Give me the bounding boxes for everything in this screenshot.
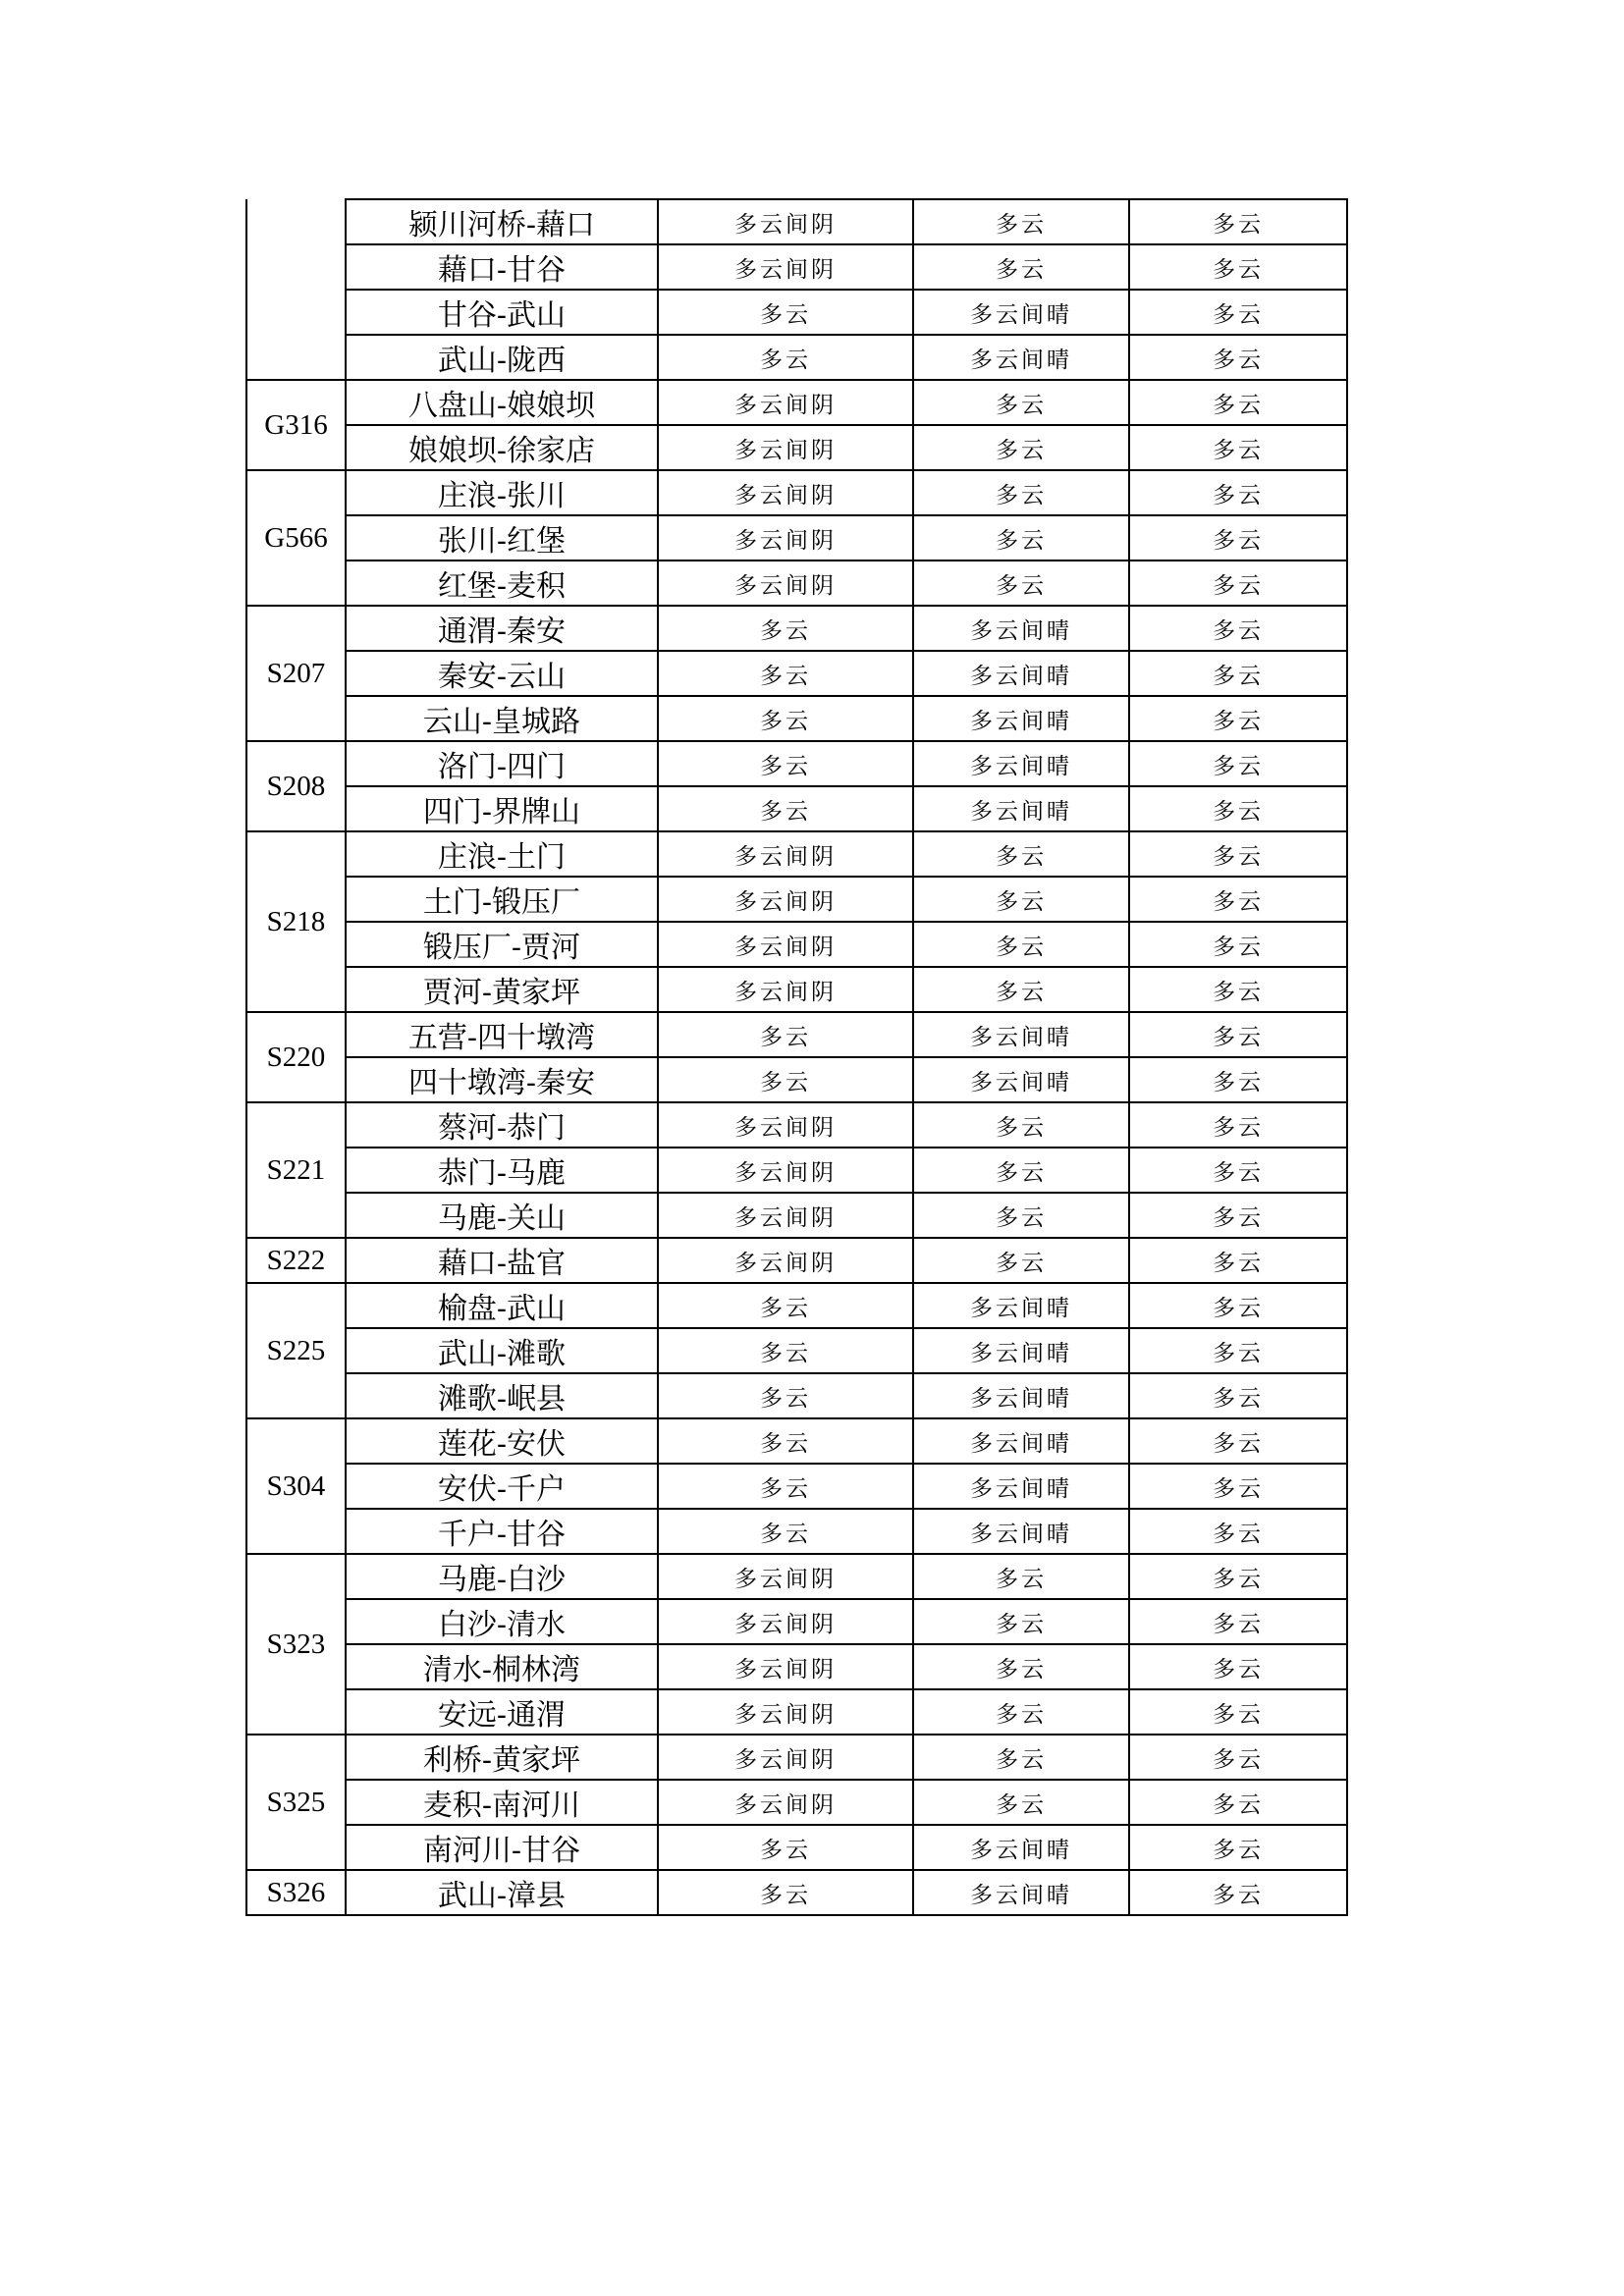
weather-day1-cell: 多云 [658,741,913,786]
weather-day3-cell: 多云 [1129,1780,1347,1825]
weather-day2-cell: 多云间晴 [913,1825,1129,1870]
weather-day3-cell: 多云 [1129,1554,1347,1599]
weather-day2-cell: 多云 [913,244,1129,290]
table-row [246,1870,1347,1915]
weather-day3-cell: 多云 [1129,199,1347,244]
weather-day3-cell: 多云 [1129,606,1347,651]
table-row [246,199,1347,244]
table-row [246,831,1347,877]
road-segment-cell: 滩歌-岷县 [346,1373,658,1418]
road-segment-cell: 张川-红堡 [346,515,658,561]
road-code-cell: S208 [246,741,346,831]
weather-day1-cell: 多云间阴 [658,1102,913,1148]
weather-day1-cell: 多云间阴 [658,380,913,425]
weather-day3-cell: 多云 [1129,290,1347,335]
table-row [246,425,1347,470]
weather-day3-cell: 多云 [1129,1283,1347,1328]
table-row [246,380,1347,425]
weather-day2-cell: 多云 [913,380,1129,425]
weather-day3-cell: 多云 [1129,1148,1347,1193]
weather-day3-cell: 多云 [1129,1735,1347,1780]
table-row [246,244,1347,290]
weather-day1-cell: 多云 [658,290,913,335]
road-code-cell: S207 [246,606,346,741]
weather-day2-cell: 多云间晴 [913,335,1129,380]
weather-day1-cell: 多云间阴 [658,922,913,967]
weather-day1-cell: 多云间阴 [658,1148,913,1193]
weather-day2-cell: 多云间晴 [913,696,1129,741]
road-segment-cell: 榆盘-武山 [346,1283,658,1328]
weather-day3-cell: 多云 [1129,1599,1347,1644]
table-row [246,470,1347,515]
road-segment-cell: 娘娘坝-徐家店 [346,425,658,470]
weather-day1-cell: 多云间阴 [658,515,913,561]
weather-day3-cell: 多云 [1129,1102,1347,1148]
road-segment-cell: 清水-桐林湾 [346,1644,658,1689]
table-row [246,1418,1347,1464]
weather-day2-cell: 多云间晴 [913,1283,1129,1328]
road-weather-forecast-table [245,198,1348,1916]
weather-day1-cell: 多云间阴 [658,1735,913,1780]
weather-day3-cell: 多云 [1129,1870,1347,1915]
weather-day1-cell: 多云间阴 [658,199,913,244]
road-segment-cell: 武山-滩歌 [346,1328,658,1373]
table-row [246,561,1347,606]
road-segment-cell: 藉口-盐官 [346,1238,658,1283]
road-segment-cell: 武山-陇西 [346,335,658,380]
road-segment-cell: 武山-漳县 [346,1870,658,1915]
weather-day1-cell: 多云间阴 [658,425,913,470]
weather-day2-cell: 多云 [913,1689,1129,1735]
table-row [246,786,1347,831]
weather-day2-cell: 多云 [913,1102,1129,1148]
table-row [246,1644,1347,1689]
table-row [246,922,1347,967]
weather-day3-cell: 多云 [1129,1825,1347,1870]
road-code-cell: G566 [246,470,346,606]
weather-day2-cell: 多云 [913,1554,1129,1599]
road-segment-cell: 藉口-甘谷 [346,244,658,290]
road-code-cell: S220 [246,1012,346,1102]
weather-day2-cell: 多云间晴 [913,1373,1129,1418]
weather-day3-cell: 多云 [1129,786,1347,831]
table-row [246,651,1347,696]
weather-day2-cell: 多云 [913,1238,1129,1283]
weather-day3-cell: 多云 [1129,1644,1347,1689]
weather-day1-cell: 多云 [658,696,913,741]
weather-day2-cell: 多云间晴 [913,651,1129,696]
weather-day3-cell: 多云 [1129,1328,1347,1373]
road-segment-cell: 庄浪-土门 [346,831,658,877]
weather-day3-cell: 多云 [1129,741,1347,786]
weather-day1-cell: 多云 [658,1283,913,1328]
table-row [246,290,1347,335]
road-code-cell: S323 [246,1554,346,1735]
weather-day2-cell: 多云 [913,1644,1129,1689]
weather-day3-cell: 多云 [1129,335,1347,380]
weather-day1-cell: 多云 [658,1418,913,1464]
weather-day2-cell: 多云间晴 [913,786,1129,831]
weather-day1-cell: 多云 [658,1509,913,1554]
table-row [246,1193,1347,1238]
road-segment-cell: 通渭-秦安 [346,606,658,651]
weather-day3-cell: 多云 [1129,1373,1347,1418]
road-segment-cell: 庄浪-张川 [346,470,658,515]
road-segment-cell: 颍川河桥-藉口 [346,199,658,244]
weather-day3-cell: 多云 [1129,1057,1347,1102]
road-segment-cell: 安伏-千户 [346,1464,658,1509]
road-code-cell: G316 [246,380,346,470]
weather-day2-cell: 多云 [913,1599,1129,1644]
road-segment-cell: 白沙-清水 [346,1599,658,1644]
road-segment-cell: 五营-四十墩湾 [346,1012,658,1057]
table-row [246,1373,1347,1418]
table-row [246,1825,1347,1870]
weather-day2-cell: 多云间晴 [913,606,1129,651]
weather-day2-cell: 多云 [913,922,1129,967]
weather-day2-cell: 多云 [913,515,1129,561]
weather-day2-cell: 多云间晴 [913,1870,1129,1915]
weather-day2-cell: 多云间晴 [913,290,1129,335]
table-row [246,1012,1347,1057]
road-segment-cell: 利桥-黄家坪 [346,1735,658,1780]
weather-day1-cell: 多云间阴 [658,967,913,1012]
weather-day2-cell: 多云 [913,470,1129,515]
weather-day3-cell: 多云 [1129,470,1347,515]
weather-day1-cell: 多云 [658,1012,913,1057]
weather-day1-cell: 多云 [658,335,913,380]
road-segment-cell: 马鹿-关山 [346,1193,658,1238]
weather-day3-cell: 多云 [1129,561,1347,606]
table-row [246,877,1347,922]
weather-day1-cell: 多云 [658,1373,913,1418]
road-segment-cell: 锻压厂-贾河 [346,922,658,967]
road-segment-cell: 红堡-麦积 [346,561,658,606]
table-row [246,1509,1347,1554]
weather-day3-cell: 多云 [1129,967,1347,1012]
road-segment-cell: 土门-锻压厂 [346,877,658,922]
weather-day1-cell: 多云 [658,1328,913,1373]
road-segment-cell: 恭门-马鹿 [346,1148,658,1193]
table-row [246,967,1347,1012]
table-row [246,1554,1347,1599]
weather-day2-cell: 多云 [913,1148,1129,1193]
weather-day2-cell: 多云 [913,1193,1129,1238]
road-code-cell: S326 [246,1870,346,1915]
weather-day1-cell: 多云 [658,786,913,831]
weather-day3-cell: 多云 [1129,877,1347,922]
weather-day2-cell: 多云 [913,425,1129,470]
weather-day1-cell: 多云 [658,651,913,696]
weather-day1-cell: 多云间阴 [658,1689,913,1735]
road-segment-cell: 甘谷-武山 [346,290,658,335]
weather-day3-cell: 多云 [1129,1464,1347,1509]
weather-day3-cell: 多云 [1129,244,1347,290]
weather-day2-cell: 多云 [913,561,1129,606]
table-row [246,1735,1347,1780]
table-row [246,335,1347,380]
table-row [246,741,1347,786]
road-segment-cell: 蔡河-恭门 [346,1102,658,1148]
table-row [246,1102,1347,1148]
table-row [246,1238,1347,1283]
table-row [246,1283,1347,1328]
weather-day1-cell: 多云间阴 [658,1599,913,1644]
table-row [246,1689,1347,1735]
weather-day3-cell: 多云 [1129,1509,1347,1554]
table-row [246,1464,1347,1509]
weather-day3-cell: 多云 [1129,831,1347,877]
table-row [246,1148,1347,1193]
road-segment-cell: 千户-甘谷 [346,1509,658,1554]
forecast-table-body [246,199,1347,1915]
weather-day2-cell: 多云 [913,967,1129,1012]
table-row [246,1328,1347,1373]
table-row [246,1599,1347,1644]
weather-day3-cell: 多云 [1129,1418,1347,1464]
weather-day3-cell: 多云 [1129,1193,1347,1238]
weather-day2-cell: 多云 [913,1735,1129,1780]
weather-day2-cell: 多云间晴 [913,1328,1129,1373]
road-segment-cell: 洛门-四门 [346,741,658,786]
weather-day1-cell: 多云间阴 [658,1238,913,1283]
road-code-cell: S221 [246,1102,346,1238]
weather-day1-cell: 多云间阴 [658,877,913,922]
weather-day1-cell: 多云间阴 [658,1780,913,1825]
road-segment-cell: 南河川-甘谷 [346,1825,658,1870]
weather-day1-cell: 多云间阴 [658,561,913,606]
table-row [246,1780,1347,1825]
road-segment-cell: 秦安-云山 [346,651,658,696]
weather-day1-cell: 多云 [658,1057,913,1102]
weather-day1-cell: 多云 [658,606,913,651]
table-row [246,515,1347,561]
weather-day3-cell: 多云 [1129,651,1347,696]
weather-day1-cell: 多云间阴 [658,831,913,877]
weather-day3-cell: 多云 [1129,922,1347,967]
weather-day2-cell: 多云间晴 [913,1057,1129,1102]
weather-day2-cell: 多云间晴 [913,1012,1129,1057]
weather-day3-cell: 多云 [1129,425,1347,470]
weather-day1-cell: 多云间阴 [658,1554,913,1599]
road-segment-cell: 四门-界牌山 [346,786,658,831]
table-row [246,606,1347,651]
weather-day3-cell: 多云 [1129,696,1347,741]
road-segment-cell: 八盘山-娘娘坝 [346,380,658,425]
weather-day3-cell: 多云 [1129,380,1347,425]
weather-day1-cell: 多云 [658,1464,913,1509]
weather-day1-cell: 多云间阴 [658,1193,913,1238]
weather-day1-cell: 多云间阴 [658,470,913,515]
road-segment-cell: 安远-通渭 [346,1689,658,1735]
weather-day1-cell: 多云间阴 [658,1644,913,1689]
road-code-cell [246,199,346,380]
weather-day1-cell: 多云间阴 [658,244,913,290]
road-code-cell: S225 [246,1283,346,1418]
weather-day3-cell: 多云 [1129,1238,1347,1283]
road-segment-cell: 贾河-黄家坪 [346,967,658,1012]
road-segment-cell: 四十墩湾-秦安 [346,1057,658,1102]
weather-day2-cell: 多云 [913,1780,1129,1825]
road-code-cell: S222 [246,1238,346,1283]
weather-day2-cell: 多云 [913,199,1129,244]
road-segment-cell: 云山-皇城路 [346,696,658,741]
weather-day1-cell: 多云 [658,1870,913,1915]
weather-day2-cell: 多云间晴 [913,1509,1129,1554]
weather-day2-cell: 多云间晴 [913,1418,1129,1464]
weather-day3-cell: 多云 [1129,1012,1347,1057]
weather-day2-cell: 多云 [913,877,1129,922]
road-segment-cell: 莲花-安伏 [346,1418,658,1464]
road-code-cell: S304 [246,1418,346,1554]
road-code-cell: S325 [246,1735,346,1870]
table-row [246,1057,1347,1102]
road-code-cell: S218 [246,831,346,1012]
weather-day2-cell: 多云间晴 [913,1464,1129,1509]
weather-day3-cell: 多云 [1129,515,1347,561]
weather-day1-cell: 多云 [658,1825,913,1870]
weather-day2-cell: 多云间晴 [913,741,1129,786]
table-row [246,696,1347,741]
road-segment-cell: 麦积-南河川 [346,1780,658,1825]
weather-day3-cell: 多云 [1129,1689,1347,1735]
road-segment-cell: 马鹿-白沙 [346,1554,658,1599]
weather-day2-cell: 多云 [913,831,1129,877]
